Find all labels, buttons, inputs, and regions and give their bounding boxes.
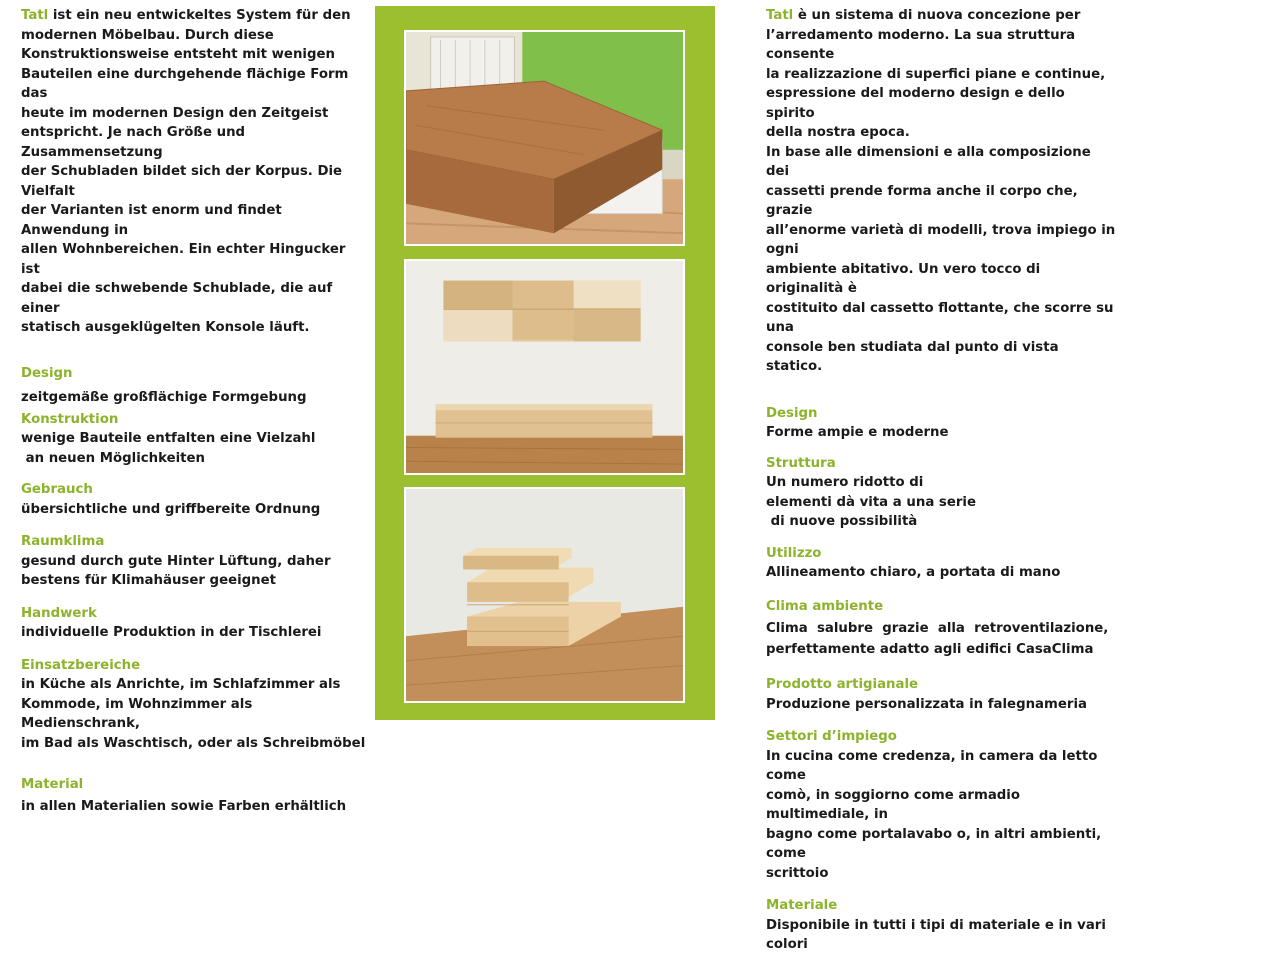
brand-name: Tatl xyxy=(21,8,49,23)
photo-floating-desk xyxy=(404,30,685,246)
intro-paragraph: Tatl ist ein neu entwickeltes System für den modernen Möbelbau. Durch diese Konstruktionsweise entsteht mit wenigen Bauteilen eine durchgehende flächige Form das heute im modernen Design den Zeitgeist entspricht. Je nach Größe und Zusammensetzung der Schubladen bildet sich der Korpus. Die Vielfalt der Varianten ist enorm und findet Anwendung in allen Wohnbereichen. Ein echter Hingucker ist dabei die schwebende Schublade, die auf einer statisch ausgeklügelten Konsole läuft. xyxy=(21,8,351,335)
section-title: Design xyxy=(21,365,73,381)
german-column xyxy=(21,6,366,816)
section-title: Handwerk xyxy=(21,605,97,621)
section-title: Konstruktion xyxy=(21,411,119,427)
section-title: Design xyxy=(766,405,818,421)
section-body: wenige Bauteile entfalten eine Vielzahl an neuen Möglichkeiten xyxy=(21,431,316,466)
wall-shelf-image xyxy=(406,261,683,473)
section-body: Disponibile in tutti i tipi di materiale e in vari colori xyxy=(766,917,1106,952)
section-title: Material xyxy=(21,777,84,792)
section-body: Un numero ridotto di elementi dà vita a una serie di nuove possibilità xyxy=(766,475,976,529)
section-title: Einsatzbereiche xyxy=(21,657,141,673)
section-body: in Küche als Anrichte, im Schlafzimmer als Kommode, im Wohnzimmer als Medienschrank, im Bad als Waschtisch, oder als Schreibmöbel xyxy=(21,677,366,751)
section-body: In cucina come credenza, in camera da letto come comò, in soggiorno come armadio multimediale, in bagno come portalavabo o, in altri ambienti, come scrittoio xyxy=(766,748,1102,881)
italian-column xyxy=(766,6,1116,955)
section-title: Utilizzo xyxy=(766,545,822,561)
section-body: Allineamento chiaro, a portata di mano xyxy=(766,565,1061,580)
section-title: Settori d’impiego xyxy=(766,729,897,744)
section-title: Materiale xyxy=(766,898,838,913)
section-title: Prodotto artigianale xyxy=(766,677,919,692)
photo-wall-shelf xyxy=(404,259,685,475)
intro-paragraph: Tatl è un sistema di nuova concezione per l’arredamento moderno. La sua struttura consente la realizzazione di superfici piane e continue, espressione del moderno design e dello spirito della nostra epoca. In base alle dimensioni e alla composizione dei cassetti prende forma anche il corpo che, grazie all’enorme varietà di modelli, trova impiego in ogni ambiente abitativo. Un vero tocco di originalità è costituito dal cassetto flottante, che scorre su una console ben studiata dal punto di vista statico. xyxy=(766,8,1116,374)
stepped-drawers-image xyxy=(406,489,683,701)
section-body: gesund durch gute Hinter Lüftung, daher bestens für Klimahäuser geeignet xyxy=(21,553,331,588)
section-body: Clima salubre grazie alla retroventilazione, perfettamente adatto agli edifici CasaClima xyxy=(766,621,1109,657)
section-title: Clima ambiente xyxy=(766,598,884,614)
section-body: zeitgemäße großflächige Formgebung xyxy=(21,390,307,405)
brand-name: Tatl xyxy=(766,8,794,23)
floating-desk-image xyxy=(406,32,683,244)
section-body: Forme ampie e moderne xyxy=(766,425,949,440)
section-body: individuelle Produktion in der Tischlerei xyxy=(21,625,322,640)
section-title: Gebrauch xyxy=(21,482,93,497)
section-body: Produzione personalizzata in falegnameria xyxy=(766,696,1087,712)
section-body: übersichtliche und griffbereite Ordnung xyxy=(21,501,321,517)
section-body: in allen Materialien sowie Farben erhältlich xyxy=(21,798,347,814)
section-title: Raumklima xyxy=(21,534,105,549)
section-title: Struttura xyxy=(766,455,836,471)
photo-stepped-drawers xyxy=(404,487,685,703)
